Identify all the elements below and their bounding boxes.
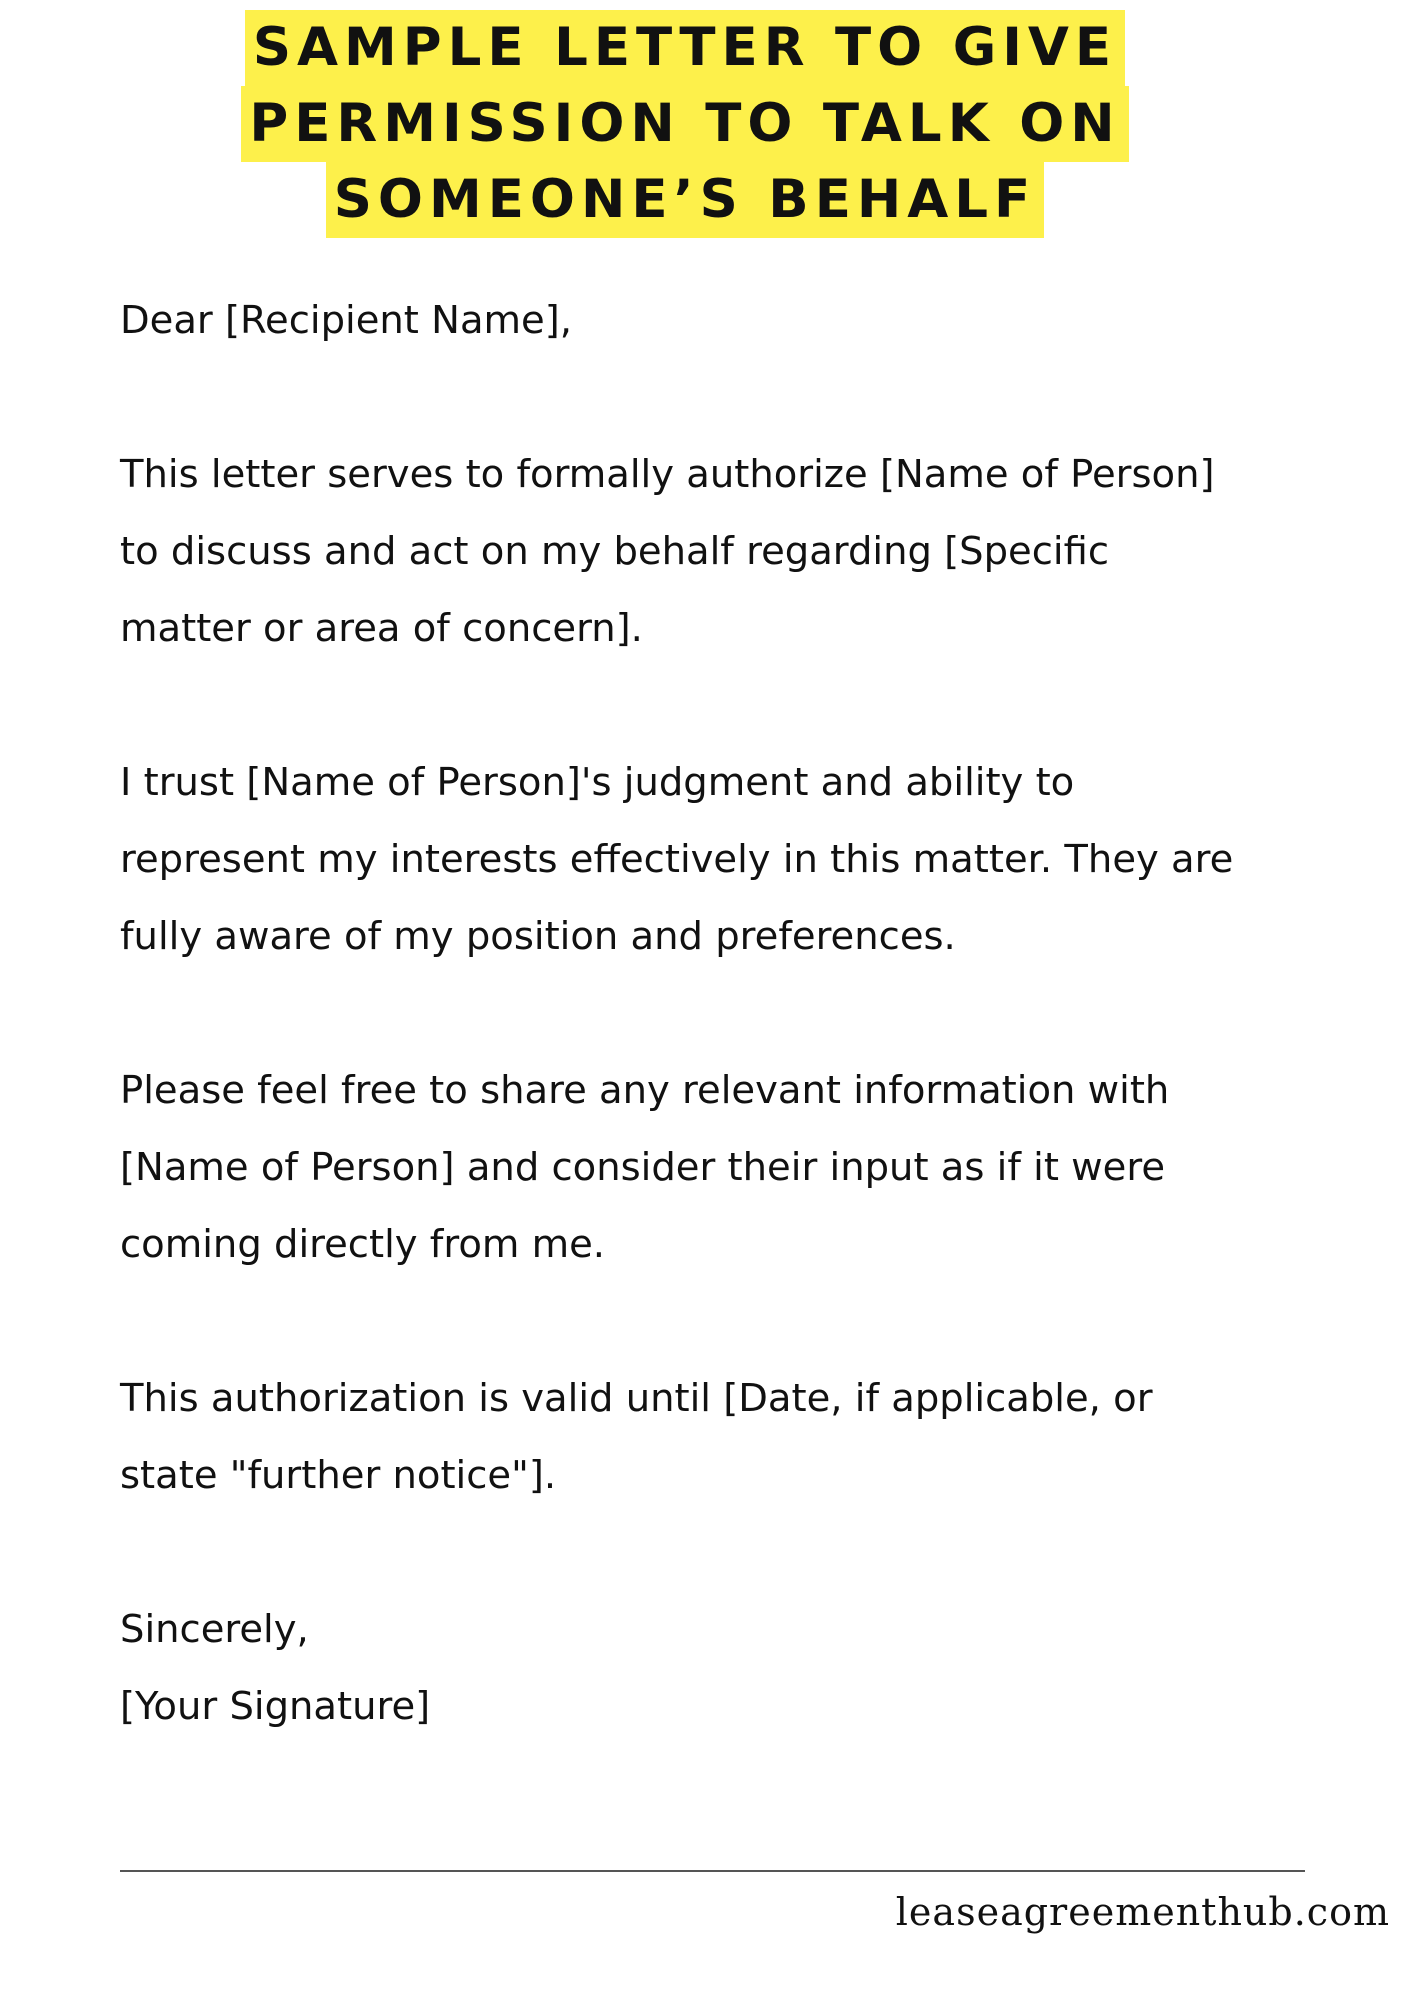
footer-divider xyxy=(120,1870,1305,1872)
text-line: represent my interests effectively in this matter. They are xyxy=(120,837,1234,882)
text-line: I trust [Name of Person]'s judgment and ability to xyxy=(120,760,1075,805)
text-line: [Name of Person] and consider their input as if it were xyxy=(120,1145,1166,1190)
document-title xyxy=(0,10,1370,238)
closing-block xyxy=(120,1591,1360,1745)
letter-body xyxy=(120,282,1360,1745)
salutation: Dear [Recipient Name], xyxy=(120,298,572,343)
paragraph-validity xyxy=(120,1360,1360,1514)
title-line: PERMISSION TO TALK ON xyxy=(241,86,1128,162)
text-line: This letter serves to formally authorize [Name of Person] xyxy=(120,452,1215,497)
text-line: matter or area of concern]. xyxy=(120,606,643,651)
text-line: fully aware of my position and preferences. xyxy=(120,914,956,959)
text-line: to discuss and act on my behalf regarding [Specific xyxy=(120,529,1110,574)
text-line: state "further notice"]. xyxy=(120,1453,557,1498)
title-line: SOMEONE’S BEHALF xyxy=(326,162,1045,238)
text-line: Please feel free to share any relevant information with xyxy=(120,1068,1170,1113)
paragraph-trust xyxy=(120,744,1360,975)
text-line: coming directly from me. xyxy=(120,1222,606,1267)
footer-website: leaseagreementhub.com xyxy=(895,1890,1390,1934)
paragraph-authorization xyxy=(120,436,1360,667)
paragraph-share-information xyxy=(120,1052,1360,1283)
text-line: This authorization is valid until [Date, if applicable, or xyxy=(120,1376,1153,1421)
title-line: SAMPLE LETTER TO GIVE xyxy=(245,10,1125,86)
closing: Sincerely, xyxy=(120,1607,309,1652)
signature-placeholder: [Your Signature] xyxy=(120,1684,431,1729)
